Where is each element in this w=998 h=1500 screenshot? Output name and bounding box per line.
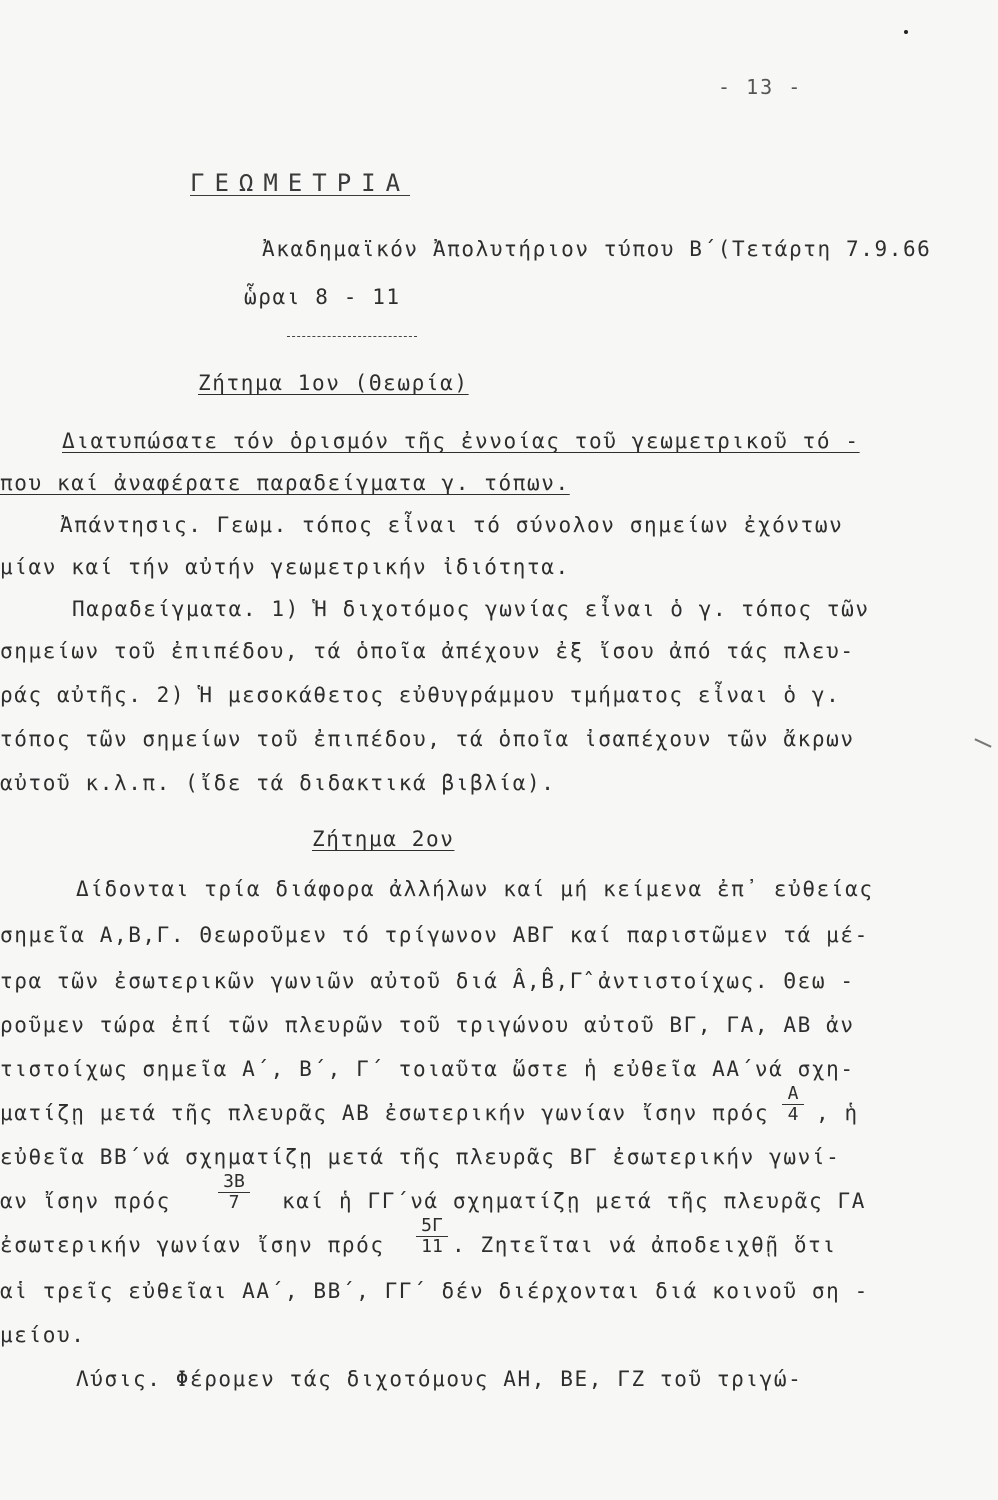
fraction-denominator: 4 [787, 1104, 799, 1125]
page-number: - 13 - [718, 75, 803, 99]
fraction-3b-over-7 [218, 1172, 250, 1213]
problem2-line9b: . Ζητεῖται νά ἀποδειχθῇ ὅτι [452, 1233, 837, 1257]
problem2-line6a: ματίζῃ μετά τῆς πλευρᾶς ΑΒ ἐσωτερικήν γωνίαν ἴσην πρός [0, 1101, 770, 1125]
problem2-line8b: καί ἡ ΓΓ΄νά σχηματίζῃ μετά τῆς πλευρᾶς ΓΑ [282, 1189, 866, 1213]
problem2-line6b: , ἡ [816, 1101, 859, 1125]
problem2-line1: Δίδονται τρία διάφορα ἀλλήλων καί μή κείμενα ἐπ᾿ εὐθείας [76, 877, 874, 901]
problem2-line8a: αν ἴσην πρός [0, 1189, 171, 1213]
problem1-examples-line3: ράς αὐτῆς. 2) Ἡ μεσοκάθετος εὐθυγράμμου τμήματος εἶναι ὁ γ. [0, 683, 841, 707]
fraction-denominator: 7 [228, 1192, 240, 1213]
fraction-numerator: Α [782, 1084, 804, 1105]
problem2-line9a: ἐσωτερικήν γωνίαν ἴσην πρός [0, 1233, 385, 1257]
fraction-a-over-4 [782, 1084, 804, 1125]
problem2-line7: εὐθεῖα ΒΒ΄νά σχηματίζῃ μετά τῆς πλευρᾶς ΒΓ ἐσωτερικήν γωνί- [0, 1145, 841, 1169]
problem2-line12: Λύσις. Φέρομεν τάς διχοτόμους ΑΗ, ΒΕ, ΓΖ τοῦ τριγώ- [76, 1367, 803, 1391]
fraction-5g-over-11 [416, 1216, 448, 1257]
problem1-examples-line4: τόπος τῶν σημείων τοῦ ἐπιπέδου, τά ὁποῖα ἰσαπέχουν τῶν ἄκρων [0, 727, 855, 751]
problem2-line2: σημεῖα Α,Β,Γ. Θεωροῦμεν τό τρίγωνον ΑΒΓ καί παριστῶμεν τά μέ- [0, 923, 869, 947]
problem2-line4: ροῦμεν τώρα ἐπί τῶν πλευρῶν τοῦ τριγώνου αὐτοῦ ΒΓ, ΓΑ, ΑΒ ἀν [0, 1013, 855, 1037]
document-title: ΓΕΩΜΕΤΡΙΑ [190, 169, 411, 197]
separator-rule [287, 336, 417, 337]
ink-speck [904, 30, 908, 34]
problem2-line10: αἱ τρεῖς εὐθεῖαι ΑΑ΄, ΒΒ΄, ΓΓ΄ δέν διέρχονται διά κοινοῦ ση - [0, 1279, 869, 1303]
problem1-question-line1: Διατυπώσατε τόν ὁρισμόν τῆς ἐννοίας τοῦ γεωμετρικοῦ τό - [62, 429, 860, 453]
problem1-heading: Ζήτημα 1ον (Θεωρία) [198, 371, 469, 395]
fraction-numerator: 5Γ [416, 1216, 448, 1237]
problem2-line11: μείου. [0, 1323, 86, 1347]
problem2-line3: τρα τῶν ἐσωτερικῶν γωνιῶν αὐτοῦ διά Â,B̂,Γ̂ ἀντιστοίχως. Θεω - [0, 969, 855, 993]
problem1-question-line2: που καί ἀναφέρατε παραδείγματα γ. τόπων. [0, 471, 570, 495]
exam-hours: ὧραι 8 - 11 [244, 285, 401, 309]
problem1-examples-line2: σημείων τοῦ ἐπιπέδου, τά ὁποῖα ἀπέχουν ἐξ ἴσου ἀπό τάς πλευ- [0, 639, 855, 663]
problem2-heading: Ζήτημα 2ον [312, 827, 455, 851]
problem1-answer-line1: Ἀπάντησις. Γεωμ. τόπος εἶναι τό σύνολον σημείων ἐχόντων [60, 513, 844, 537]
fraction-numerator: 3Β [218, 1172, 250, 1193]
problem1-examples-line5: αὐτοῦ κ.λ.π. (ἴδε τά διδακτικά βιβλία). [0, 771, 556, 795]
fraction-denominator: 11 [421, 1236, 443, 1257]
ink-mark [974, 738, 991, 747]
exam-subtitle: Ἀκαδημαϊκόν Ἀπολυτήριον τύπου Β΄(Τετάρτη 7.9.66 [262, 237, 932, 261]
problem2-line5: τιστοίχως σημεῖα Α΄, Β΄, Γ΄ τοιαῦτα ὥστε ἡ εὐθεῖα ΑΑ΄νά σχη- [0, 1057, 855, 1081]
problem1-examples-line1: Παραδείγματα. 1) Ἡ διχοτόμος γωνίας εἶναι ὁ γ. τόπος τῶν [72, 597, 870, 621]
problem1-answer-line2: μίαν καί τήν αὐτήν γεωμετρικήν ἰδιότητα. [0, 555, 570, 579]
